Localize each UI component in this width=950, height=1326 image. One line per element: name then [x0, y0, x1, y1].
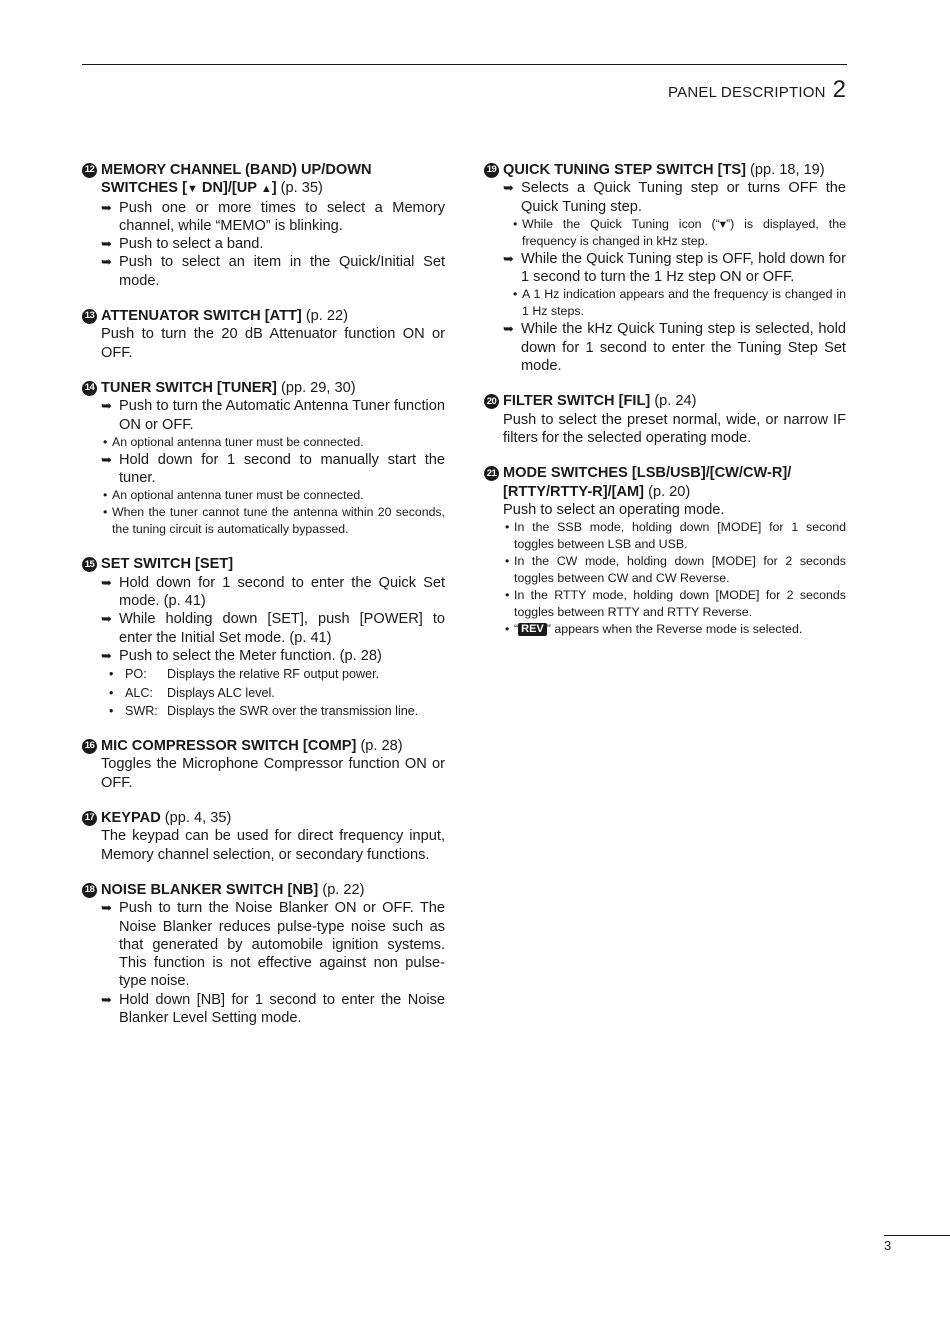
arrow-icon: ➥: [101, 451, 112, 467]
bullet-item: ➥ Push one or more times to select a Memory channel, while “MEMO” is blinking.: [101, 199, 445, 234]
section-18-noise-blanker: [82, 881, 445, 1027]
circled-number-20: 20: [484, 394, 499, 409]
bullet-item: ➥ While the kHz Quick Tuning step is selected, hold down for 1 second to enter the Tuning Step Set mode.: [503, 321, 846, 375]
page-reference: (p. 22): [318, 881, 365, 898]
top-rule: [82, 64, 847, 65]
chapter-number: 2: [832, 76, 846, 103]
note: • In the RTTY mode, holding down [MODE] for 2 seconds toggles between RTTY and RTTY Reverse.: [505, 588, 846, 620]
dot-icon: •: [103, 488, 108, 503]
section-title: MEMORY CHANNEL (BAND) UP/DOWN SWITCHES [▼ DN]/[UP ▲] (p. 35): [101, 162, 372, 197]
circled-number-19: 19: [484, 163, 499, 178]
arrow-icon: ➥: [101, 236, 112, 252]
section-title: ATTENUATOR SWITCH [ATT] (p. 22): [101, 308, 348, 325]
circled-number-14: 14: [82, 381, 97, 396]
dot-icon: •: [505, 520, 510, 535]
bullet-item: ➥ Push to select the Meter function. (p. 28): [101, 647, 382, 664]
page-reference: (p. 24): [650, 393, 697, 410]
arrow-icon: ➥: [101, 900, 112, 916]
bullet-item: ➥ Push to turn the Noise Blanker ON or OFF. The Noise Blanker reduces pulse-type noise such as that generated by automobile ignition systems. This function is not effective against non pulse-type noise.: [101, 900, 445, 990]
dot-icon: •: [109, 667, 114, 682]
page-number: 3: [884, 1238, 892, 1253]
dot-icon: •: [103, 434, 108, 449]
meter-item-po: • PO: Displays the relative RF output power.: [101, 665, 445, 683]
page-reference: (p. 35): [276, 180, 323, 197]
note: • While the Quick Tuning icon (“▾”) is displayed, the frequency is changed in kHz step.: [513, 216, 846, 248]
section-name: PANEL DESCRIPTION: [668, 84, 826, 101]
right-column: [484, 161, 846, 655]
arrow-icon: ➥: [101, 254, 112, 270]
arrow-icon: ➥: [101, 199, 112, 215]
bullet-item: ➥ Hold down for 1 second to enter the Quick Set mode. (p. 41): [101, 574, 445, 610]
note: • When the tuner cannot tune the antenna within 20 seconds, the tuning circuit is automatically bypassed.: [103, 505, 445, 537]
page-reference: (p. 20): [644, 483, 691, 500]
section-title: NOISE BLANKER SWITCH [NB] (p. 22): [101, 881, 365, 898]
quick-tuning-icon: ▾: [719, 216, 726, 231]
note: • An optional antenna tuner must be connected.: [103, 434, 364, 449]
note: • “ REV ” appears when the Reverse mode is selected.: [505, 622, 803, 637]
section-title: MODE SWITCHES [LSB/USB]/[CW/CW-R]/ [RTTY/RTTY-R]/[AM] (p. 20): [503, 465, 792, 500]
dot-icon: •: [505, 622, 510, 637]
circled-number-15: 15: [82, 557, 97, 572]
bullet-item: ➥ Selects a Quick Tuning step or turns OFF the Quick Tuning step.: [503, 180, 846, 215]
arrow-icon: ➥: [503, 180, 514, 196]
section-title: QUICK TUNING STEP SWITCH [TS] (pp. 18, 19): [503, 162, 825, 178]
page-reference: (pp. 4, 35): [160, 810, 232, 827]
arrow-icon: ➥: [101, 398, 112, 414]
section-17-keypad: [82, 809, 445, 864]
circled-number-21: 21: [484, 466, 499, 481]
dot-icon: •: [109, 703, 114, 718]
section-19-quick-tuning-step: [484, 161, 846, 375]
arrow-icon: ➥: [101, 574, 112, 590]
section-body: Push to turn the 20 dB Attenuator function ON or OFF.: [101, 326, 445, 361]
page-reference: (p. 28): [356, 738, 403, 755]
circled-number-17: 17: [82, 811, 97, 826]
section-title: SET SWITCH [SET]: [101, 556, 234, 573]
dot-icon: •: [109, 685, 114, 700]
dot-icon: •: [103, 505, 108, 520]
arrow-icon: ➥: [101, 647, 112, 663]
page-header: [668, 76, 846, 104]
note: • A 1 Hz indication appears and the frequency is changed in 1 Hz steps.: [513, 287, 846, 319]
page-reference: (pp. 18, 19): [745, 162, 825, 178]
circled-number-18: 18: [82, 883, 97, 898]
note: • In the SSB mode, holding down [MODE] for 1 second toggles between LSB and USB.: [505, 520, 846, 552]
arrow-icon: ➥: [503, 321, 514, 337]
section-title: TUNER SWITCH [TUNER] (pp. 29, 30): [101, 379, 356, 396]
circled-number-16: 16: [82, 739, 97, 754]
bullet-item: ➥ Hold down [NB] for 1 second to enter the Noise Blanker Level Setting mode.: [101, 991, 445, 1026]
section-14-tuner: [82, 379, 445, 538]
circled-number-12: 12: [82, 163, 97, 178]
section-21-mode-switches: [484, 464, 846, 638]
section-12-memory-channel: [82, 161, 445, 290]
section-15-set: [82, 555, 445, 720]
dot-icon: •: [505, 588, 510, 603]
section-16-mic-compressor: [82, 737, 445, 792]
dot-icon: •: [513, 287, 518, 302]
down-triangle-icon: ▼: [186, 183, 198, 196]
bullet-item: ➥ Push to turn the Automatic Antenna Tuner function ON or OFF.: [101, 398, 445, 433]
bullet-item: ➥ While the Quick Tuning step is OFF, hold down for 1 second to turn the 1 Hz step ON or OFF.: [503, 250, 846, 286]
circled-number-13: 13: [82, 309, 97, 324]
bullet-item: ➥ Push to select an item in the Quick/Initial Set mode.: [101, 254, 445, 289]
section-title: FILTER SWITCH [FIL] (p. 24): [503, 393, 697, 410]
bullet-item: ➥ Hold down for 1 second to manually start the tuner.: [101, 451, 445, 487]
page-reference: (pp. 29, 30): [276, 379, 356, 396]
up-triangle-icon: ▲: [260, 183, 272, 196]
section-title: KEYPAD (pp. 4, 35): [101, 810, 232, 827]
note: • In the CW mode, holding down [MODE] for 2 seconds toggles between CW and CW Reverse.: [505, 554, 846, 586]
left-column: [82, 161, 445, 1044]
section-body: The keypad can be used for direct frequency input, Memory channel selection, or secondary functions.: [101, 828, 445, 863]
section-title: MIC COMPRESSOR SWITCH [COMP] (p. 28): [101, 738, 403, 755]
bullet-item: ➥ Push to select a band.: [101, 236, 264, 253]
section-body: Toggles the Microphone Compressor function ON or OFF.: [101, 756, 445, 791]
bullet-item: ➥ While holding down [SET], push [POWER] to enter the Initial Set mode. (p. 41): [101, 611, 445, 646]
section-13-attenuator: [82, 307, 445, 362]
rev-indicator-icon: REV: [518, 623, 547, 636]
section-20-filter: [484, 392, 846, 447]
arrow-icon: ➥: [503, 250, 514, 266]
section-body: Push to select the preset normal, wide, or narrow IF filters for the selected operating mode.: [503, 411, 846, 446]
arrow-icon: ➥: [101, 611, 112, 627]
page-reference: (p. 22): [301, 308, 348, 325]
meter-item-alc: • ALC: Displays ALC level.: [101, 684, 445, 702]
section-body: Push to select an operating mode.: [503, 501, 725, 518]
footer-rule: [884, 1235, 950, 1236]
arrow-icon: ➥: [101, 991, 112, 1007]
dot-icon: •: [505, 554, 510, 569]
note: • An optional antenna tuner must be connected.: [103, 488, 364, 503]
dot-icon: •: [513, 216, 518, 231]
meter-item-swr: • SWR: Displays the SWR over the transmission line.: [101, 702, 445, 720]
